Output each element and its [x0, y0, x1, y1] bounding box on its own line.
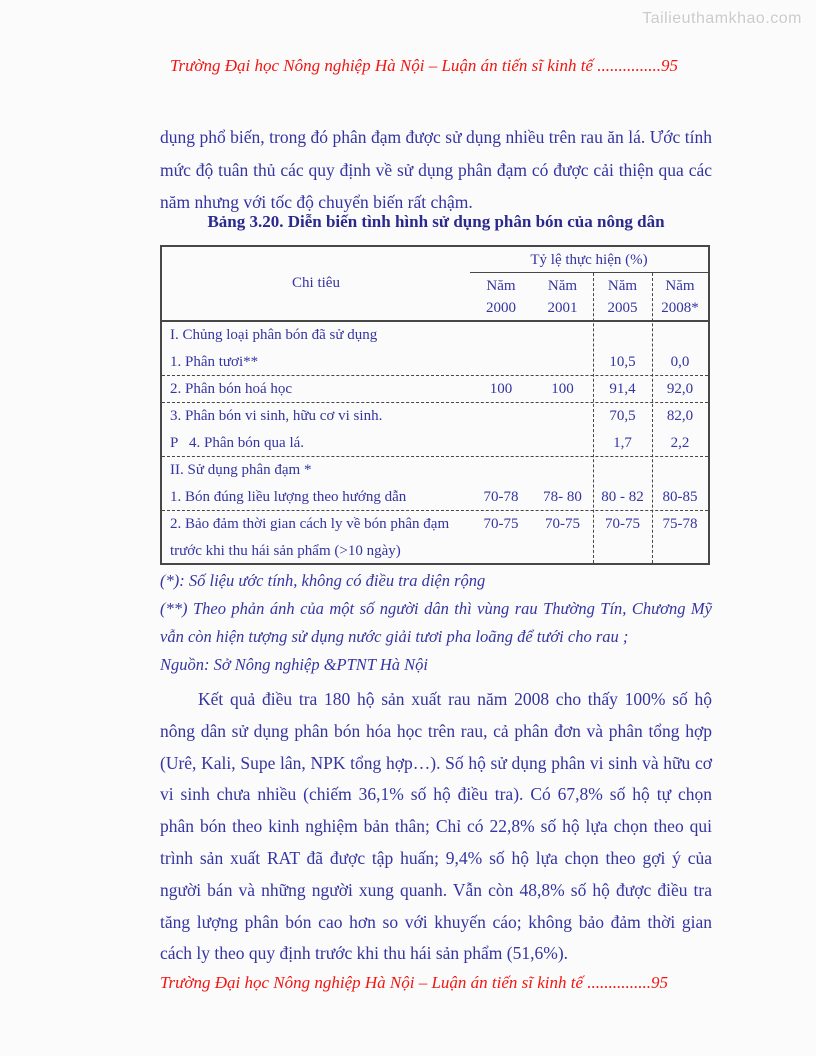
- table-caption: Bảng 3.20. Diễn biến tình hình sử dụng phân bón của nông dân: [207, 212, 665, 231]
- source-note: Nguồn: Sở Nông nghiệp &PTNT Hà Nội: [160, 655, 428, 674]
- cell-value: 0,0: [670, 353, 690, 370]
- table-row: [162, 538, 708, 565]
- cell-value: 10,5: [609, 353, 636, 370]
- table-row: [162, 430, 708, 457]
- year-value: 2005: [607, 299, 638, 316]
- row-label: 1. Phân tươi**: [170, 353, 259, 370]
- year-word: Năm: [607, 277, 638, 294]
- cell-value: 1,7: [613, 434, 632, 451]
- year-value: 2008*: [661, 299, 699, 316]
- cell-value: 70-75: [605, 516, 640, 532]
- row-label: 2. Phân bón hoá học: [170, 380, 293, 397]
- year-word: Năm: [665, 277, 695, 294]
- cell-value: 78- 80: [543, 488, 582, 505]
- table-row: [162, 403, 708, 430]
- cell-value: 100: [489, 380, 513, 397]
- cell-value: 91,4: [609, 380, 636, 397]
- cell-value: 2,2: [670, 434, 690, 451]
- table-row: [162, 511, 708, 538]
- year-word: Năm: [486, 277, 516, 294]
- row-label: I. Chủng loại phân bón đã sử dụng: [170, 327, 378, 343]
- column-header-year-2005: [593, 273, 652, 320]
- table-row: [162, 457, 708, 484]
- year-word: Năm: [547, 277, 578, 294]
- year-value: 2001: [547, 299, 578, 316]
- cell-value: 80 - 82: [601, 488, 644, 505]
- cell-value: 75-78: [662, 516, 698, 532]
- table-footnotes: [160, 567, 712, 679]
- running-footer: Trường Đại học Nông nghiệp Hà Nội – Luận án tiến sĩ kinh tế ...............95: [160, 973, 669, 992]
- column-header-criteria: Chi tiêu: [292, 275, 340, 291]
- survey-results-paragraph: Kết quả điều tra 180 hộ sản xuất rau năm 2008 cho thấy 100% số hộ nông dân sử dụng phân bón hóa học trên rau, cả phân đơn và phân tổng hợp (Urê, Kali, Supe lân, NPK tổng hợp…). Số hộ sử dụng phân vi sinh và hữu cơ vi sinh chưa nhiều (chiếm 36,1% số hộ điều tra). Có 67,8% số hộ tự chọn phân bón theo kinh nghiệm bản thân; Chỉ có 22,8% số hộ lựa chọn theo qui trình sản xuất RAT đã được tập huấn; 9,4% số hộ lựa chọn theo gợi ý của người bán và những người xung quanh. Vẫn còn 48,8% số hộ được điều tra tăng lượng phân bón cao hơn so với khuyến cáo; không bảo đảm thời gian cách ly theo quy định trước khi thu hái sản phẩm (51,6%).: [160, 689, 712, 964]
- column-group-header: Tỷ lệ thực hiện (%): [470, 247, 708, 273]
- row-label: 1. Bón đúng liều lượng theo hướng dẫn: [170, 488, 407, 505]
- intro-paragraph: dụng phổ biến, trong đó phân đạm được sử dụng nhiều trên rau ăn lá. Ước tính mức độ tuân thủ các quy định về sử dụng phân đạm có được cải thiện qua các năm nhưng với tốc độ chuyển biến rất chậm.: [160, 127, 712, 212]
- table-header: [162, 247, 708, 322]
- table-row: [162, 322, 708, 349]
- row-label: trước khi thu hái sản phẩm (>10 ngày): [170, 543, 401, 559]
- running-header: Trường Đại học Nông nghiệp Hà Nội – Luận án tiến sĩ kinh tế ...............95: [169, 56, 679, 75]
- row-label: P 4. Phân bón qua lá.: [170, 434, 305, 451]
- cell-value: 92,0: [666, 380, 694, 397]
- footnote-fresh-manure: (**) Theo phản ánh của một số người dân thì vùng rau Thường Tín, Chương Mỹ vẫn còn hiện tượng sử dụng nước giải tươi pha loãng để tưới cho rau ;: [160, 599, 712, 646]
- cell-value: 70-75: [483, 516, 519, 532]
- cell-value: 80-85: [662, 488, 698, 505]
- table-body: [162, 322, 708, 565]
- table-row: [162, 349, 708, 376]
- cell-value: 70,5: [609, 408, 636, 424]
- column-header-year-2001: [532, 273, 593, 320]
- column-header-year-2000: [470, 273, 532, 320]
- row-label: 3. Phân bón vi sinh, hữu cơ vi sinh.: [170, 408, 383, 424]
- year-columns-header: [470, 247, 708, 320]
- dashed-column-divider: [652, 273, 653, 563]
- cell-value: 100: [551, 380, 574, 397]
- cell-value: 70-75: [545, 516, 580, 532]
- column-header-year-2008: [652, 273, 708, 320]
- row-label: 2. Bảo đảm thời gian cách ly về bón phân đạm: [170, 516, 450, 532]
- fertilizer-usage-table: [160, 245, 710, 565]
- site-watermark: Tailieuthamkhao.com: [642, 10, 802, 27]
- row-label: II. Sử dụng phân đạm *: [170, 462, 312, 478]
- year-value: 2000: [486, 299, 516, 316]
- cell-value: 70-78: [483, 488, 519, 505]
- table-row: [162, 484, 708, 511]
- footnote-estimate: (*): Số liệu ước tính, không có điều tra diện rộng: [160, 571, 486, 590]
- year-header-row: [470, 273, 708, 320]
- cell-value: 82,0: [666, 408, 694, 424]
- dashed-column-divider: [593, 273, 594, 563]
- table-row: [162, 376, 708, 403]
